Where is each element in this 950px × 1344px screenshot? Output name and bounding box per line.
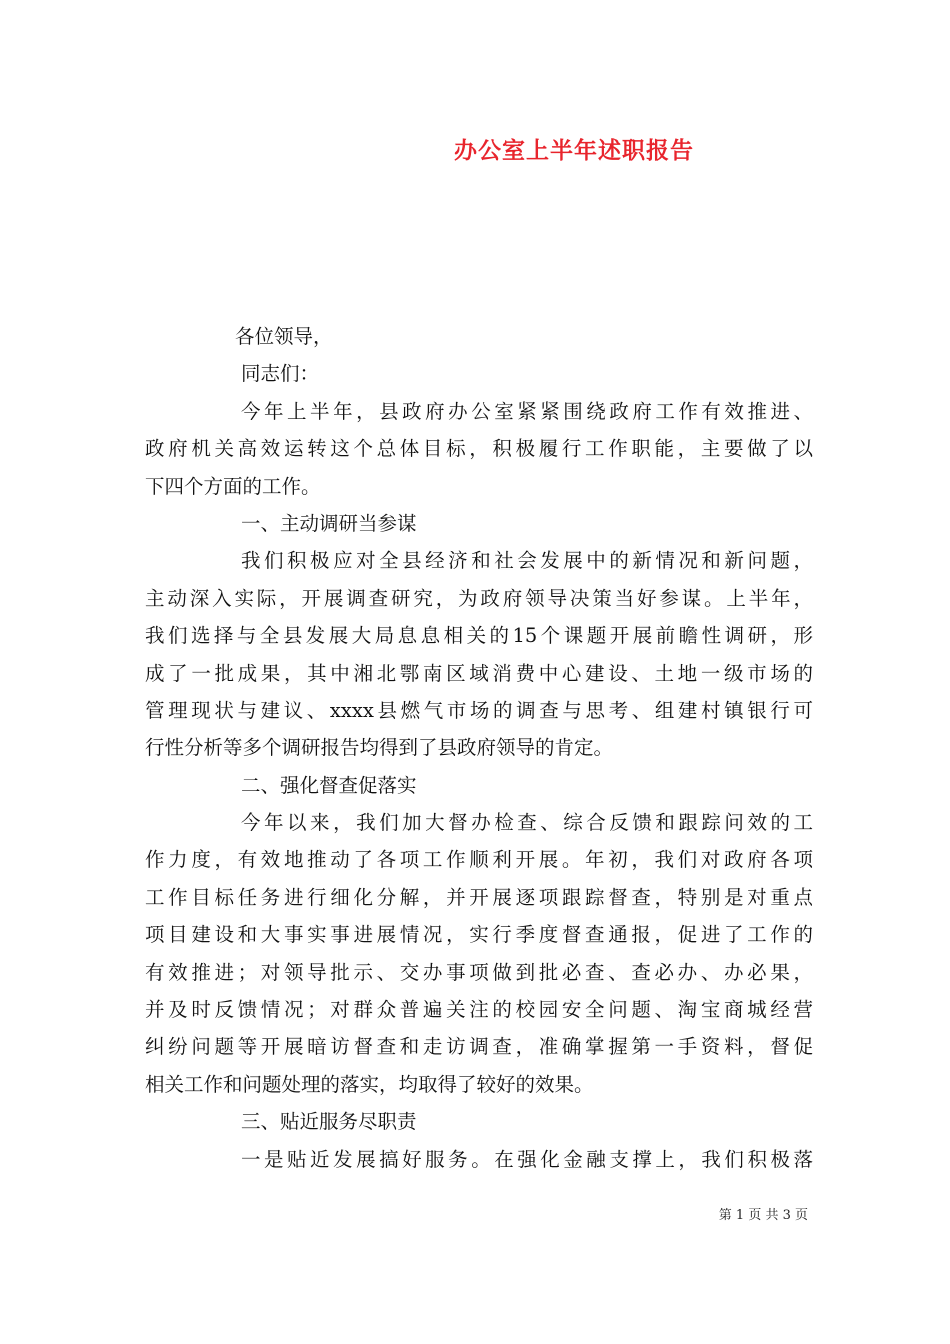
intro-paragraph: [145, 393, 813, 505]
paragraph-line: 下四个方面的工作。: [145, 474, 321, 498]
paragraph-line: 行性分析等多个调研报告均得到了县政府领导的肯定。: [145, 736, 614, 760]
paragraph-line: 我们选择与全县发展大局息息相关的15个课题开展前瞻性调研，形: [145, 624, 813, 648]
salutation-comrades: 同志们：: [241, 362, 320, 386]
paragraph-line: 成了一批成果，其中湘北鄂南区域消费中心建设、土地一级市场的: [145, 661, 813, 685]
paragraph-line: 作力度，有效地推动了各项工作顺利开展。年初，我们对政府各项: [145, 848, 813, 872]
paragraph-line: 主动深入实际，开展调查研究，为政府领导决策当好参谋。上半年，: [145, 586, 813, 610]
paragraph-line: 一是贴近发展搞好服务。在强化金融支撑上，我们积极落: [241, 1147, 813, 1171]
page-number-footer: 第 1 页 共 3 页: [718, 1208, 808, 1223]
section-2-paragraph: [145, 804, 813, 1103]
paragraph-line: 项目建设和大事实事进展情况，实行季度督查通报，促进了工作的: [145, 923, 813, 947]
document-title: 办公室上半年述职报告: [454, 137, 694, 164]
salutation-leaders: 各位领导，: [235, 325, 333, 348]
paragraph-line: 并及时反馈情况；对群众普遍关注的校园安全问题、淘宝商城经营: [145, 998, 813, 1022]
paragraph-line: 纠纷问题等开展暗访督查和走访调查，准确掌握第一手资料，督促: [145, 1035, 813, 1059]
paragraph-line: 工作目标任务进行细化分解，并开展逐项跟踪督查，特别是对重点: [145, 885, 813, 909]
paragraph-line: 管理现状与建议、xxxx县燃气市场的调查与思考、组建村镇银行可: [145, 698, 813, 722]
document-body: [145, 318, 813, 1178]
paragraph-line: 我们积极应对全县经济和社会发展中的新情况和新问题，: [241, 549, 813, 573]
section-3-paragraph: [145, 1141, 813, 1178]
section-heading-3: 三、贴近服务尽职责: [241, 1110, 417, 1134]
section-heading-1: 一、主动调研当参谋: [241, 511, 417, 535]
paragraph-line: 相关工作和问题处理的落实，均取得了较好的效果。: [145, 1072, 594, 1096]
section-1-paragraph: [145, 542, 813, 766]
paragraph-line: 今年上半年，县政府办公室紧紧围绕政府工作有效推进、: [241, 399, 813, 423]
paragraph-line: 有效推进；对领导批示、交办事项做到批必查、查必办、办必果，: [145, 960, 813, 984]
paragraph-line: 政府机关高效运转这个总体目标，积极履行工作职能，主要做了以: [145, 437, 813, 461]
paragraph-line: 今年以来，我们加大督办检查、综合反馈和跟踪问效的工: [241, 811, 813, 835]
section-heading-2: 二、强化督查促落实: [241, 773, 417, 797]
